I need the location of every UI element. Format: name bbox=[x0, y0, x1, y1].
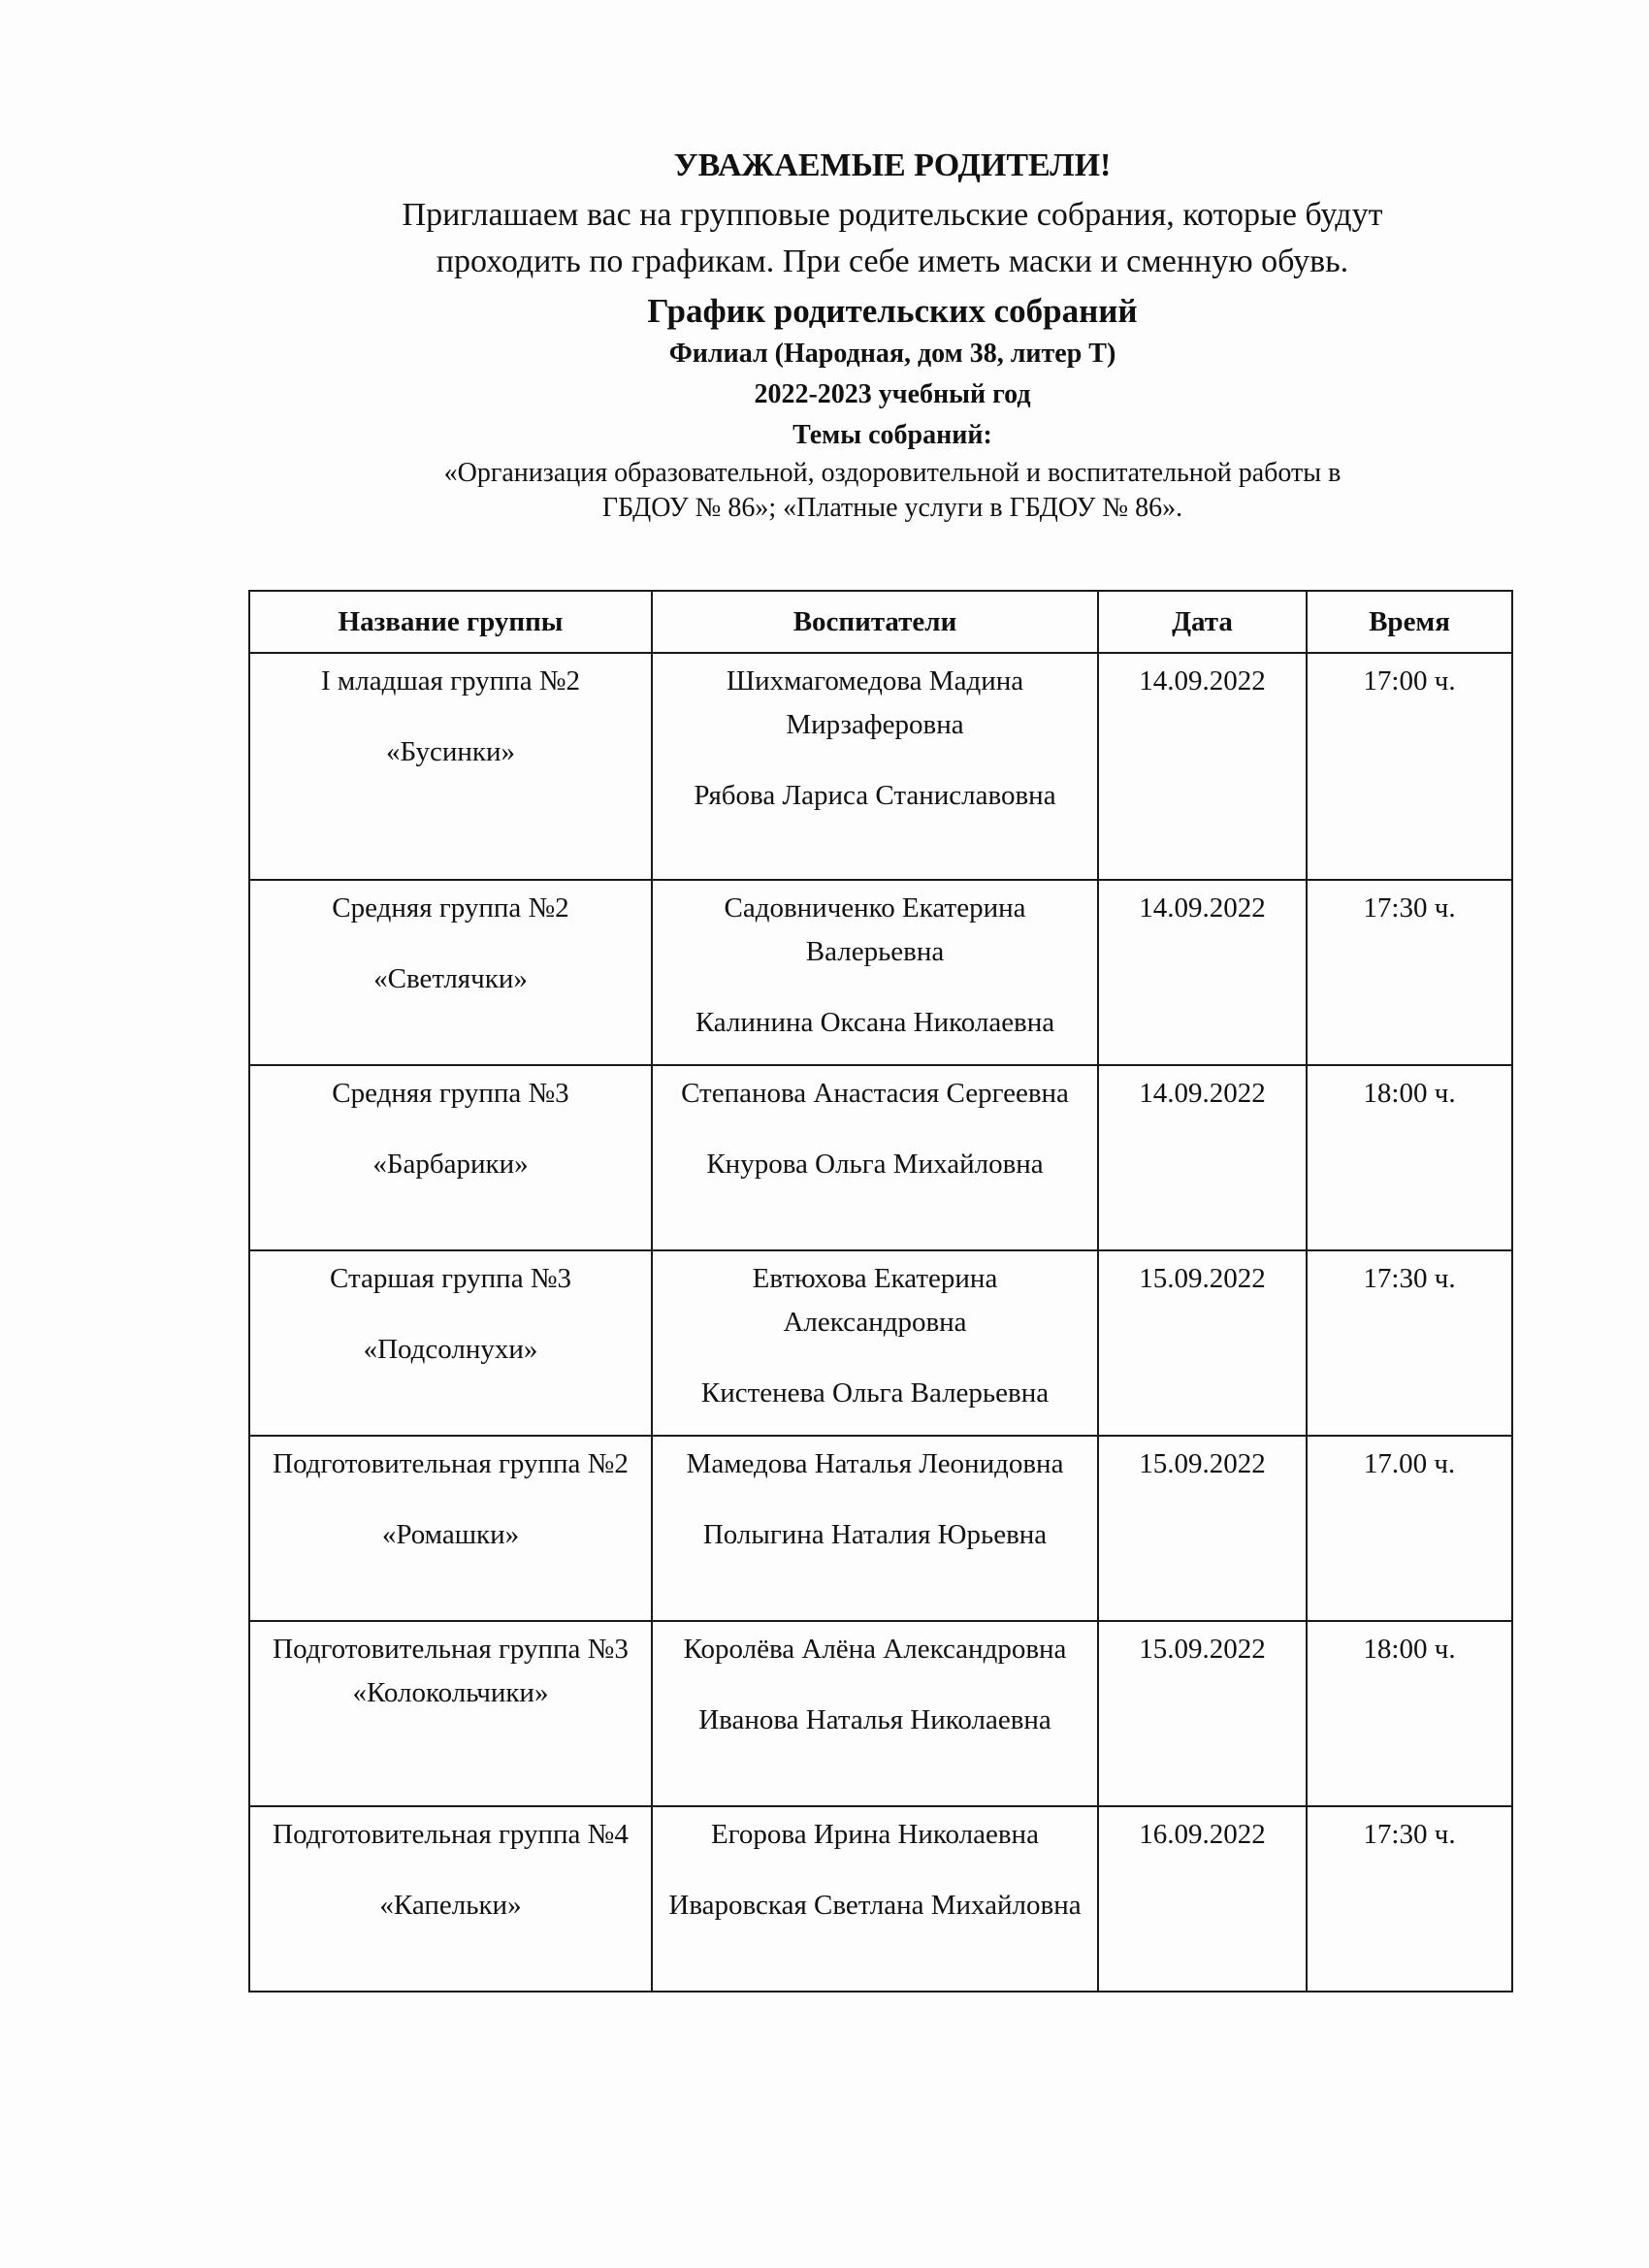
teacher-name: Степанова Анастасия Сергеевна bbox=[681, 1078, 1069, 1109]
greeting-heading: УВАЖАЕМЫЕ РОДИТЕЛИ! bbox=[673, 147, 1112, 183]
table-header-row bbox=[249, 591, 1512, 653]
group-name: Средняя группа №2 bbox=[332, 892, 569, 923]
teachers-cell bbox=[652, 1065, 1098, 1250]
date-cell: 16.09.2022 bbox=[1098, 1806, 1307, 1992]
teacher-name: Мамедова Наталья Леонидовна bbox=[686, 1448, 1064, 1479]
group-cell bbox=[249, 1806, 652, 1992]
group-cell bbox=[249, 880, 652, 1065]
date-cell: 14.09.2022 bbox=[1098, 1065, 1307, 1250]
teachers-cell bbox=[652, 653, 1098, 880]
date-cell: 14.09.2022 bbox=[1098, 653, 1307, 880]
group-nickname: «Барбарики» bbox=[372, 1149, 529, 1180]
teachers-cell bbox=[652, 1250, 1098, 1436]
teachers-cell bbox=[652, 880, 1098, 1065]
teacher-name: Шихмагомедова Мадина Мирзаферовна bbox=[726, 665, 1024, 740]
group-name: Подготовительная группа №3 «Колокольчики» bbox=[273, 1634, 629, 1708]
date-cell: 15.09.2022 bbox=[1098, 1436, 1307, 1621]
teacher-name: Калинина Оксана Николаевна bbox=[695, 1007, 1055, 1038]
column-header-time: Время bbox=[1307, 591, 1512, 653]
teacher-name: Кнурова Ольга Михайловна bbox=[706, 1149, 1044, 1180]
group-cell bbox=[249, 1250, 652, 1436]
group-cell bbox=[249, 1436, 652, 1621]
teacher-name: Егорова Ирина Николаевна bbox=[711, 1819, 1039, 1850]
group-name: I младшая группа №2 bbox=[321, 665, 580, 697]
teacher-name: Рябова Лариса Станиславовна bbox=[694, 780, 1056, 811]
teachers-cell bbox=[652, 1806, 1098, 1992]
date-cell: 15.09.2022 bbox=[1098, 1621, 1307, 1806]
invite-text-line-2: проходить по графикам. При себе иметь маски и сменную обувь. bbox=[436, 243, 1349, 279]
meeting-schedule-table bbox=[248, 590, 1513, 1993]
group-name: Средняя группа №3 bbox=[332, 1078, 569, 1109]
group-cell bbox=[249, 653, 652, 880]
time-cell: 17:30 ч. bbox=[1307, 1806, 1512, 1992]
table-row bbox=[249, 880, 1512, 1065]
teacher-name: Евтюхова Екатерина Александровна bbox=[752, 1263, 998, 1338]
group-name: Подготовительная группа №2 bbox=[273, 1448, 629, 1479]
table-row bbox=[249, 1806, 1512, 1992]
teachers-cell bbox=[652, 1621, 1098, 1806]
time-cell: 17:30 ч. bbox=[1307, 1250, 1512, 1436]
schedule-title: График родительских собраний bbox=[647, 292, 1138, 330]
document-header bbox=[146, 146, 1639, 526]
time-cell: 18:00 ч. bbox=[1307, 1621, 1512, 1806]
group-cell bbox=[249, 1621, 652, 1806]
teachers-cell bbox=[652, 1436, 1098, 1621]
table-row bbox=[249, 1436, 1512, 1621]
time-cell: 17:00 ч. bbox=[1307, 653, 1512, 880]
topics-title: Темы собраний: bbox=[792, 420, 992, 450]
table-row bbox=[249, 1621, 1512, 1806]
group-nickname: «Бусинки» bbox=[386, 736, 515, 767]
time-cell: 17:30 ч. bbox=[1307, 880, 1512, 1065]
branch-address: Филиал (Народная, дом 38, литер Т) bbox=[668, 339, 1116, 369]
teacher-name: Полыгина Наталия Юрьевна bbox=[702, 1519, 1048, 1550]
date-cell: 14.09.2022 bbox=[1098, 880, 1307, 1065]
teacher-name: Королёва Алёна Александровна bbox=[683, 1634, 1067, 1665]
time-cell: 17.00 ч. bbox=[1307, 1436, 1512, 1621]
topics-line-1: «Организация образовательной, оздоровительной и воспитательной работы в bbox=[443, 458, 1342, 488]
teacher-name: Кистенева Ольга Валерьевна bbox=[700, 1377, 1050, 1409]
topics-line-2: ГБДОУ № 86»; «Платные услуги в ГБДОУ № 86». bbox=[601, 493, 1183, 523]
date-cell: 15.09.2022 bbox=[1098, 1250, 1307, 1436]
group-cell bbox=[249, 1065, 652, 1250]
group-name: Подготовительная группа №4 bbox=[273, 1819, 629, 1850]
group-name: Старшая группа №3 bbox=[330, 1263, 571, 1294]
table-row bbox=[249, 653, 1512, 880]
group-nickname: «Капельки» bbox=[379, 1890, 522, 1921]
group-nickname: «Светлячки» bbox=[373, 963, 528, 994]
table-row bbox=[249, 1065, 1512, 1250]
column-header-date: Дата bbox=[1098, 591, 1307, 653]
school-year: 2022-2023 учебный год bbox=[754, 379, 1031, 409]
column-header-group: Название группы bbox=[249, 591, 652, 653]
invite-text-line-1: Приглашаем вас на групповые родительские собрания, которые будут bbox=[402, 197, 1383, 233]
group-nickname: «Ромашки» bbox=[381, 1519, 520, 1550]
teacher-name: Иваровская Светлана Михайловна bbox=[668, 1890, 1082, 1921]
column-header-teachers: Воспитатели bbox=[652, 591, 1098, 653]
group-nickname: «Подсолнухи» bbox=[363, 1334, 538, 1365]
teacher-name: Садовниченко Екатерина Валерьевна bbox=[724, 892, 1026, 967]
time-cell: 18:00 ч. bbox=[1307, 1065, 1512, 1250]
teacher-name: Иванова Наталья Николаевна bbox=[698, 1704, 1051, 1735]
table-row bbox=[249, 1250, 1512, 1436]
